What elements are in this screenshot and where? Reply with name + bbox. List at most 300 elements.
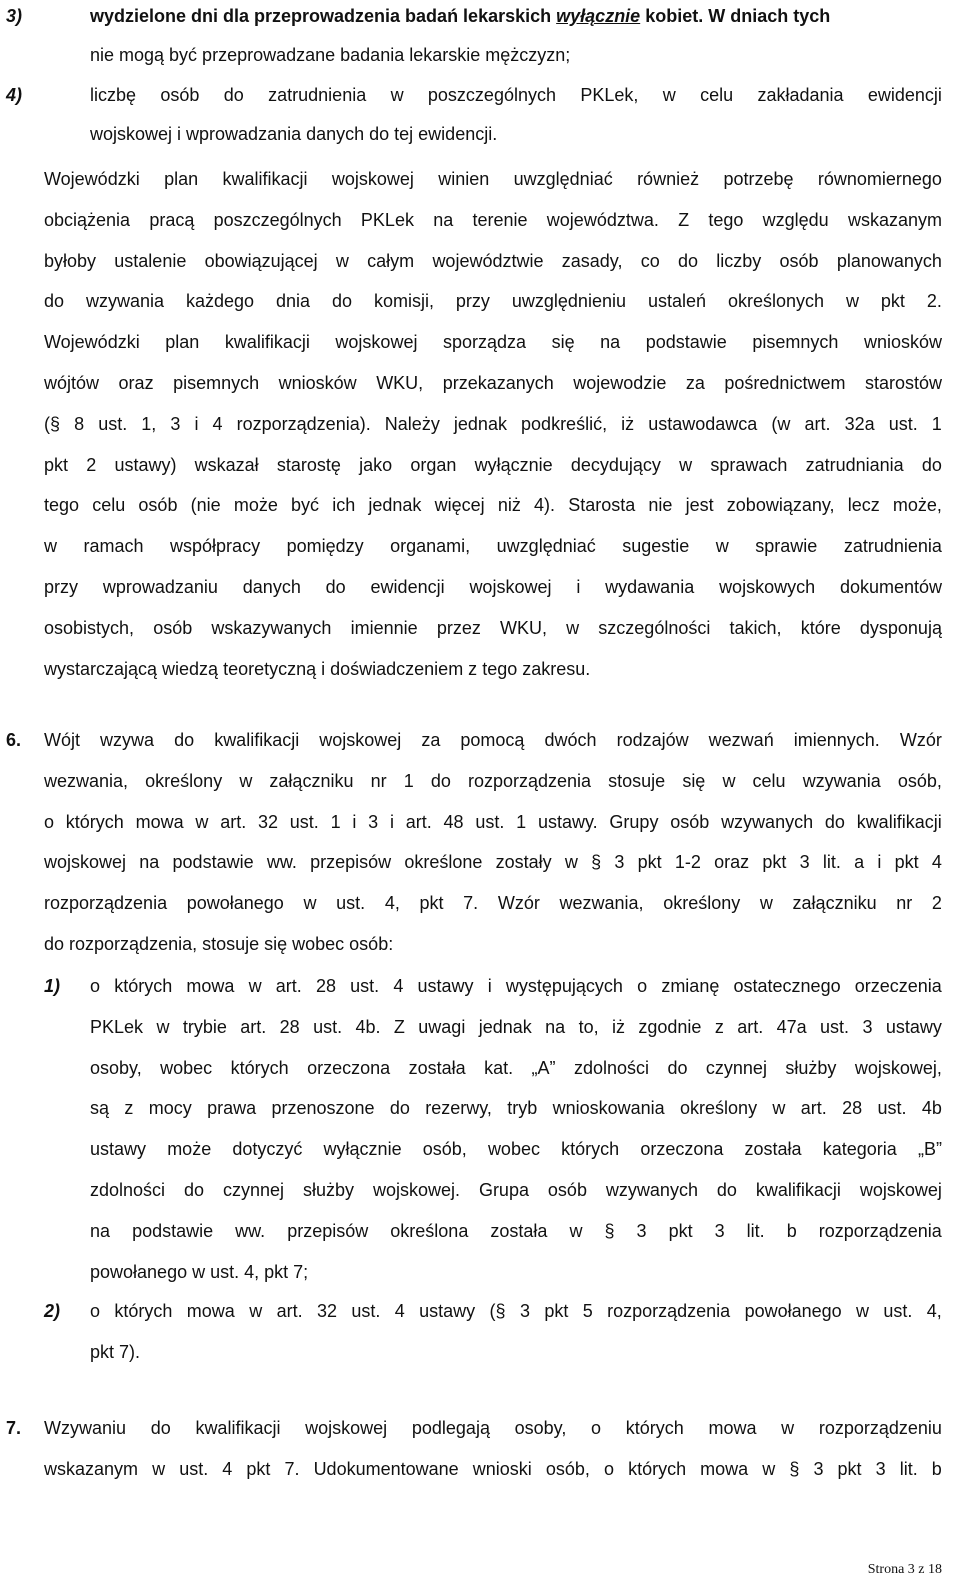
word: Wzywaniu bbox=[44, 1418, 127, 1438]
word: oraz bbox=[118, 373, 154, 393]
word: osób, bbox=[422, 1139, 467, 1160]
word: w bbox=[722, 770, 736, 791]
word: § bbox=[604, 1220, 615, 1241]
text-line bbox=[44, 851, 942, 873]
word: lit. bbox=[822, 852, 841, 873]
word: ww. bbox=[266, 852, 297, 873]
word: ustawy. bbox=[537, 811, 598, 832]
list-item-4-line-1 bbox=[90, 84, 942, 106]
word: jednak bbox=[368, 495, 422, 516]
word: 2 bbox=[86, 454, 97, 475]
word: „A” bbox=[531, 1057, 556, 1078]
text-line bbox=[44, 811, 942, 833]
word: tryb bbox=[507, 1098, 538, 1119]
word: w bbox=[569, 1220, 583, 1241]
word: 7. bbox=[463, 893, 479, 914]
word: jest bbox=[685, 495, 714, 516]
word: do bbox=[677, 250, 698, 271]
word: załączniku bbox=[269, 770, 354, 791]
word: zakładania bbox=[757, 85, 844, 105]
word: czynnej bbox=[222, 1180, 285, 1200]
word: dnia bbox=[275, 291, 311, 312]
word: niż bbox=[497, 495, 521, 516]
word: przepisów bbox=[287, 1220, 369, 1241]
word: wskazał bbox=[194, 454, 259, 475]
word: wzywania bbox=[85, 291, 165, 312]
word: sporządza bbox=[443, 332, 527, 353]
word: 1-2 bbox=[674, 852, 701, 873]
word: art. bbox=[804, 413, 831, 434]
word: wojskowej bbox=[319, 730, 402, 750]
word: 2 bbox=[931, 893, 942, 914]
word: w bbox=[856, 1301, 870, 1321]
word: wobec bbox=[160, 1057, 213, 1078]
word: osób bbox=[670, 811, 710, 832]
word: przenoszone bbox=[271, 1098, 375, 1119]
text-line bbox=[44, 576, 942, 598]
word: 47a bbox=[776, 1016, 807, 1037]
word: ramach bbox=[83, 536, 144, 557]
word: 3 bbox=[636, 1220, 647, 1241]
word: kwalifikacji bbox=[856, 811, 942, 832]
word: wojskowej bbox=[305, 1418, 388, 1438]
emphasis-text: wyłącznie bbox=[556, 6, 641, 26]
word: art. bbox=[220, 811, 247, 832]
word: celu bbox=[752, 770, 786, 791]
word: lit. bbox=[746, 1220, 765, 1241]
word: przy bbox=[44, 577, 79, 597]
text-line bbox=[90, 1138, 942, 1160]
word: ewidencji bbox=[867, 85, 942, 105]
word: zatrudnienia bbox=[268, 85, 367, 105]
word: na bbox=[433, 209, 454, 230]
word: iż bbox=[621, 413, 635, 434]
word: załączniku bbox=[792, 893, 877, 914]
list-number: 2) bbox=[44, 1301, 61, 1321]
word: do bbox=[184, 1180, 205, 1200]
word: osobistych, bbox=[44, 617, 135, 638]
word: 4b. bbox=[355, 1016, 381, 1037]
word: osób bbox=[547, 1180, 587, 1200]
word: wzywanych bbox=[605, 1180, 698, 1200]
word: 3 bbox=[368, 811, 379, 832]
word: pisemnych bbox=[173, 373, 260, 393]
word: (§ bbox=[44, 413, 61, 434]
word: których bbox=[625, 1418, 684, 1438]
word: 3 bbox=[813, 1458, 824, 1479]
word: województwa. bbox=[546, 209, 659, 230]
word: 4 bbox=[393, 976, 404, 996]
word: ww. bbox=[235, 1220, 266, 1241]
word: rozporządzenia bbox=[818, 1220, 942, 1241]
text-line bbox=[44, 770, 942, 792]
word: wzywa bbox=[100, 730, 155, 750]
word: kategoria bbox=[822, 1139, 897, 1160]
word: stosuje bbox=[608, 770, 666, 791]
word: PKLek bbox=[360, 209, 414, 230]
word: służby bbox=[302, 1180, 354, 1200]
word: kwalifikacji bbox=[214, 730, 300, 750]
word: których bbox=[628, 1458, 687, 1479]
word: podkreślić, bbox=[521, 413, 608, 434]
word: w bbox=[248, 976, 262, 996]
word: do bbox=[150, 1418, 171, 1438]
word: do bbox=[174, 730, 195, 750]
word: pkt bbox=[880, 291, 905, 312]
word: Wzór bbox=[899, 730, 942, 750]
word: w bbox=[762, 1458, 776, 1479]
word: rodzajów bbox=[616, 730, 689, 750]
word: współpracy bbox=[170, 536, 261, 557]
word: ustawy bbox=[419, 1301, 476, 1321]
word: wojskowej bbox=[469, 577, 552, 597]
text-line bbox=[44, 454, 942, 476]
text-line bbox=[90, 1016, 942, 1038]
word: planowanych bbox=[836, 250, 942, 271]
word: 3 bbox=[614, 852, 625, 873]
word: orzeczenia bbox=[854, 976, 942, 996]
word: wojskowej. bbox=[372, 1180, 460, 1200]
text-line bbox=[90, 1220, 942, 1242]
word: ust. bbox=[883, 1301, 913, 1321]
word: 1, bbox=[141, 413, 157, 434]
word: każdego bbox=[185, 291, 255, 312]
word: które bbox=[800, 617, 841, 638]
text-line: wystarczającą wiedzą teoretyczną i doświadczeniem z tego zakresu. bbox=[44, 658, 591, 679]
word: pkt bbox=[544, 1301, 569, 1321]
word: sugestie bbox=[622, 536, 690, 557]
word: pośrednictwem bbox=[724, 373, 846, 393]
word: względu bbox=[762, 209, 829, 230]
word: za bbox=[685, 373, 705, 393]
word: rozporządzenia bbox=[467, 770, 592, 791]
word: b bbox=[786, 1220, 797, 1241]
word: ewidencji bbox=[370, 577, 445, 597]
word: pkt bbox=[637, 852, 662, 873]
word: organami, bbox=[390, 536, 471, 557]
word: art. bbox=[800, 1098, 827, 1119]
word: pkt bbox=[419, 893, 444, 914]
word: potrzebę bbox=[723, 169, 794, 189]
word: o bbox=[637, 976, 648, 996]
word: mowa bbox=[186, 1301, 235, 1321]
word: o bbox=[90, 976, 101, 996]
word: orzeczona bbox=[640, 1139, 724, 1160]
word: 28 bbox=[279, 1016, 300, 1037]
word: na bbox=[90, 1220, 111, 1241]
word: „B” bbox=[917, 1139, 942, 1160]
word: 28 bbox=[842, 1098, 863, 1119]
word: Wojewódzki bbox=[44, 332, 140, 353]
word: województwie bbox=[432, 250, 544, 271]
word: 8 bbox=[74, 413, 85, 434]
word: wezwania, bbox=[44, 770, 129, 791]
word: WKU, bbox=[376, 373, 424, 393]
word: w bbox=[152, 1458, 166, 1479]
word: pomiędzy bbox=[286, 536, 364, 557]
word: tego bbox=[44, 495, 80, 516]
word: (§ bbox=[489, 1301, 506, 1321]
word: prawa bbox=[207, 1098, 257, 1119]
text-line bbox=[90, 1300, 942, 1322]
word: do bbox=[331, 291, 352, 312]
word: osób, bbox=[545, 1458, 590, 1479]
word: być bbox=[291, 495, 320, 516]
word: Wójt bbox=[44, 730, 80, 750]
word: została bbox=[744, 1139, 802, 1160]
word: pracą bbox=[149, 209, 195, 230]
word: została bbox=[490, 1220, 548, 1241]
word: obowiązującej bbox=[204, 250, 318, 271]
word: w bbox=[715, 536, 729, 557]
word: poszczególnych bbox=[213, 209, 342, 230]
word: została bbox=[408, 1057, 466, 1078]
word: do bbox=[430, 770, 451, 791]
word: w bbox=[335, 250, 349, 271]
word: (nie bbox=[190, 495, 221, 516]
word: wezwań bbox=[708, 730, 774, 750]
word: więcej bbox=[434, 495, 485, 516]
word: 1 bbox=[516, 811, 527, 832]
word: ustalenie bbox=[114, 250, 187, 271]
word: ustaleń bbox=[647, 291, 706, 312]
text-line bbox=[90, 1097, 942, 1119]
word: może bbox=[167, 1139, 212, 1160]
word: ust. bbox=[877, 1098, 907, 1119]
word: mocy bbox=[148, 1098, 192, 1119]
word: oraz bbox=[714, 852, 750, 873]
word: z bbox=[124, 1098, 134, 1119]
word: decydujący bbox=[570, 454, 661, 475]
word: starostów bbox=[864, 373, 942, 393]
word: szczególności bbox=[598, 617, 711, 638]
word: wydawania bbox=[605, 577, 695, 597]
word: podlegają bbox=[411, 1418, 490, 1438]
word: ust. bbox=[336, 893, 366, 914]
word: których bbox=[65, 811, 124, 832]
word: do bbox=[667, 1057, 688, 1078]
word: ust. bbox=[351, 1301, 381, 1321]
text-line bbox=[90, 1179, 942, 1201]
word: starostę bbox=[276, 454, 341, 475]
word: Z bbox=[393, 1016, 405, 1037]
word: to, bbox=[578, 1016, 599, 1037]
text-line bbox=[44, 1458, 942, 1480]
word: uwzględniać bbox=[496, 536, 596, 557]
word: dwóch bbox=[544, 730, 597, 750]
word: podstawie bbox=[132, 1220, 214, 1241]
word: 4 bbox=[931, 852, 942, 873]
word: imiennych. bbox=[793, 730, 880, 750]
word: mowa bbox=[135, 811, 184, 832]
word: w bbox=[679, 454, 693, 475]
word: orzeczona bbox=[307, 1057, 391, 1078]
word: jednak bbox=[453, 413, 507, 434]
word: wojskowej bbox=[335, 332, 418, 353]
word: ust. bbox=[98, 413, 128, 434]
word: 4 bbox=[222, 1458, 233, 1479]
word: PKLek bbox=[90, 1016, 144, 1037]
word: na bbox=[545, 1016, 566, 1037]
word: wyłącznie bbox=[474, 454, 553, 475]
word: ustawy bbox=[885, 1016, 942, 1037]
word: do bbox=[716, 1180, 737, 1200]
word: co bbox=[640, 250, 660, 271]
word: kwalifikacji bbox=[195, 1418, 281, 1438]
word: iż bbox=[611, 1016, 625, 1037]
word: nr bbox=[896, 893, 913, 914]
word: Udokumentowane bbox=[313, 1458, 459, 1479]
word: wzywanych bbox=[721, 811, 814, 832]
word: obciążenia bbox=[44, 209, 131, 230]
word: lecz bbox=[847, 495, 880, 516]
word: zdolności bbox=[573, 1057, 649, 1078]
word: pkt bbox=[837, 1458, 862, 1479]
word: określony bbox=[145, 770, 223, 791]
list-item-3-line-2: nie mogą być przeprowadzane badania lekarskie mężczyzn; bbox=[90, 45, 571, 65]
word: określony bbox=[663, 893, 741, 914]
word: 28 bbox=[315, 976, 336, 996]
word: Starosta bbox=[568, 495, 636, 516]
word: podstawie bbox=[172, 852, 254, 873]
word: do bbox=[44, 291, 65, 312]
word: ust. bbox=[313, 1016, 343, 1037]
text-line bbox=[44, 1417, 942, 1439]
word: plan bbox=[165, 332, 200, 353]
word: komisji, bbox=[373, 291, 434, 312]
text-line bbox=[44, 892, 942, 914]
word: ustawy bbox=[417, 976, 474, 996]
text-run: wydzielone dni dla przeprowadzenia badań lekarskich bbox=[90, 6, 552, 26]
word: o bbox=[90, 1301, 101, 1321]
word: 1 bbox=[931, 413, 942, 434]
word: wojskowej bbox=[859, 1180, 942, 1200]
word: powołanego bbox=[744, 1301, 842, 1321]
list-item-3-line-1 bbox=[90, 5, 942, 27]
word: kwalifikacji bbox=[222, 169, 308, 189]
word: osób bbox=[153, 617, 193, 638]
list-number: 3) bbox=[6, 6, 23, 26]
word: Wojewódzki bbox=[44, 169, 140, 189]
word: powołanego bbox=[186, 893, 284, 914]
text-line bbox=[44, 494, 942, 516]
text-line: powołanego w ust. 4, pkt 7; bbox=[90, 1261, 309, 1282]
word: lit. bbox=[899, 1458, 918, 1479]
word: których bbox=[230, 1057, 289, 1078]
word: w bbox=[564, 852, 578, 873]
word: PKLek, bbox=[580, 85, 639, 105]
word: służby bbox=[785, 1057, 837, 1078]
word: zgodnie bbox=[638, 1016, 702, 1037]
word: osoby, bbox=[90, 1057, 142, 1078]
word: 4 bbox=[394, 1301, 405, 1321]
word: wojskowych bbox=[719, 577, 816, 597]
word: tego bbox=[708, 209, 744, 230]
word: w bbox=[772, 1098, 786, 1119]
text-line bbox=[44, 331, 942, 353]
word: pkt bbox=[246, 1458, 271, 1479]
text-line bbox=[44, 250, 942, 272]
word: osoby, bbox=[514, 1418, 567, 1438]
word: liczbę bbox=[90, 85, 137, 105]
word: art. bbox=[737, 1016, 764, 1037]
word: określone bbox=[404, 852, 483, 873]
word: których bbox=[114, 976, 173, 996]
word: wniosków bbox=[863, 332, 942, 353]
word: są bbox=[90, 1098, 110, 1119]
word: sprawie bbox=[755, 536, 818, 557]
word: sprawach bbox=[710, 454, 788, 475]
word: pkt bbox=[894, 852, 919, 873]
word: pomocą bbox=[460, 730, 525, 750]
word: art. bbox=[276, 1301, 303, 1321]
word: jako bbox=[359, 454, 393, 475]
word: się bbox=[551, 332, 575, 353]
word: 5 bbox=[582, 1301, 593, 1321]
word: rozporządzenia). bbox=[236, 413, 371, 434]
word: określony bbox=[680, 1098, 758, 1119]
word: ust. bbox=[289, 811, 319, 832]
text-line: do rozporządzenia, stosuje się wobec osób: bbox=[44, 934, 394, 954]
word: 4b bbox=[921, 1098, 942, 1119]
word: na bbox=[139, 852, 160, 873]
word: 1 bbox=[403, 770, 414, 791]
word: wskazywanych bbox=[211, 617, 332, 638]
word: dysponują bbox=[859, 617, 942, 638]
word: 3 bbox=[799, 852, 810, 873]
word: wezwania, bbox=[559, 893, 644, 914]
word: zdolności bbox=[90, 1180, 166, 1200]
text-line bbox=[90, 1057, 942, 1079]
word: o bbox=[603, 1458, 614, 1479]
word: występujących bbox=[505, 976, 623, 996]
word: ustawy) bbox=[114, 454, 177, 475]
text-line bbox=[44, 168, 942, 190]
word: 3 bbox=[519, 1301, 530, 1321]
word: a bbox=[854, 852, 865, 873]
word: 1 bbox=[330, 811, 341, 832]
word: pisemnych bbox=[752, 332, 839, 353]
word: ostatecznego bbox=[733, 976, 841, 996]
word: w bbox=[566, 617, 580, 638]
word: 3 bbox=[875, 1458, 886, 1479]
word: w bbox=[759, 893, 773, 914]
word: w bbox=[195, 811, 209, 832]
word: wzywania bbox=[802, 770, 881, 791]
word: wójtów bbox=[44, 373, 100, 393]
word: przy bbox=[455, 291, 490, 312]
word: poszczególnych bbox=[427, 85, 556, 105]
word: do bbox=[389, 1098, 410, 1119]
word: w bbox=[303, 893, 317, 914]
word: wyłącznie bbox=[323, 1139, 402, 1160]
word: przez bbox=[436, 617, 481, 638]
word: do bbox=[824, 811, 845, 832]
word: i bbox=[389, 811, 394, 832]
word: nie bbox=[648, 495, 673, 516]
word: zostały bbox=[495, 852, 552, 873]
word: z bbox=[714, 1016, 724, 1037]
word: zatrudnienia bbox=[843, 536, 942, 557]
word: określona bbox=[390, 1220, 469, 1241]
list-number: 4) bbox=[6, 85, 23, 105]
word: celu bbox=[92, 495, 126, 516]
word: kat. bbox=[484, 1057, 514, 1078]
page-footer: Strona 3 z 18 bbox=[867, 1562, 942, 1577]
word: o bbox=[591, 1418, 602, 1438]
word: Grupy bbox=[609, 811, 659, 832]
word: wskazanym bbox=[44, 1458, 139, 1479]
